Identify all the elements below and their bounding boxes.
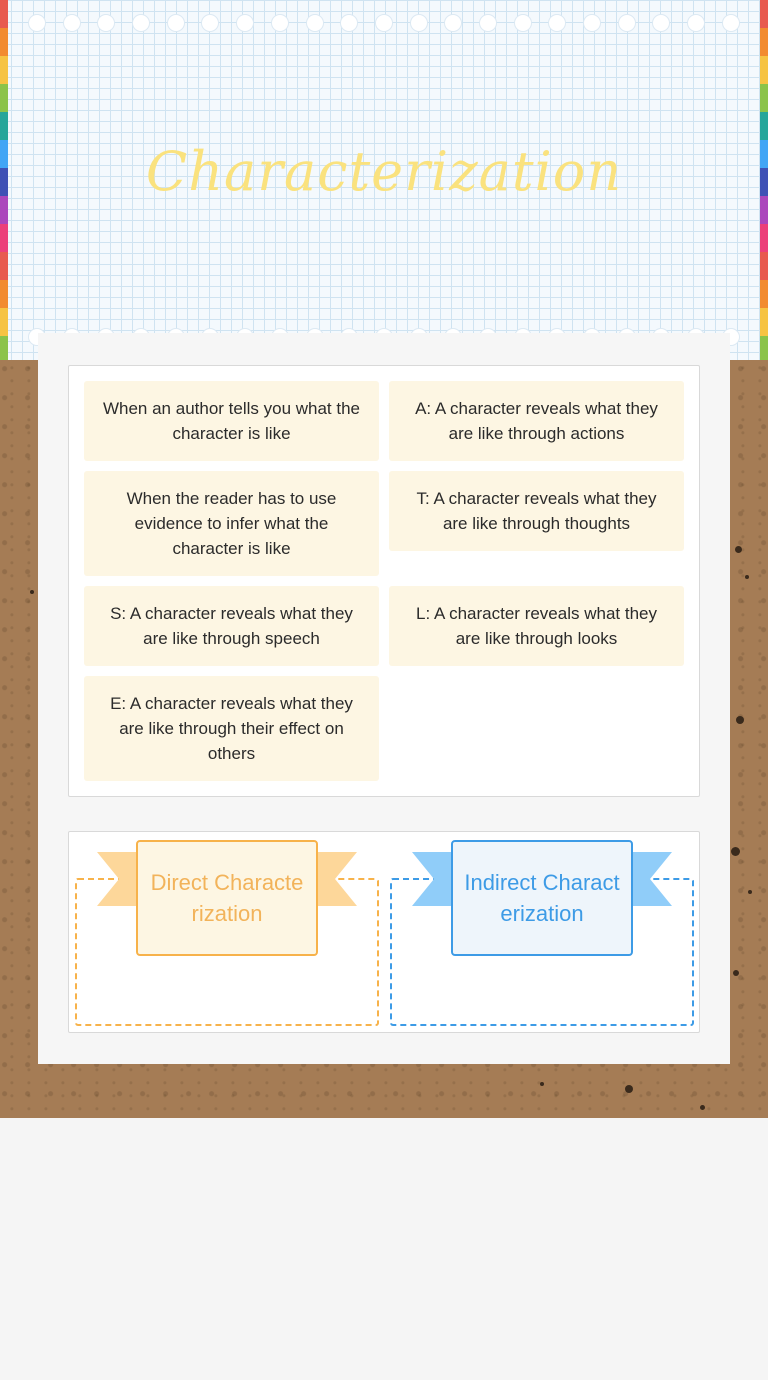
notebook-holes-top — [28, 14, 740, 34]
page-title: Characterization — [145, 140, 623, 203]
draggable-card[interactable]: S: A character reveals what they are like through speech — [84, 586, 379, 666]
header-graph-paper — [0, 0, 768, 360]
draggable-card[interactable]: L: A character reveals what they are like through looks — [389, 586, 684, 666]
card-bank — [68, 365, 700, 797]
draggable-card[interactable]: When the reader has to use evidence to infer what the character is like — [84, 471, 379, 576]
draggable-card[interactable]: T: A character reveals what they are like through thoughts — [389, 471, 684, 551]
category-label-direct: Direct Characterization — [136, 840, 318, 956]
draggable-card[interactable]: A: A character reveals what they are like through actions — [389, 381, 684, 461]
category-label-indirect: Indirect Characterization — [451, 840, 633, 956]
worksheet — [38, 333, 730, 1064]
draggable-card[interactable]: When an author tells you what the character is like — [84, 381, 379, 461]
draggable-card[interactable]: E: A character reveals what they are like through their effect on others — [84, 676, 379, 781]
sorting-area — [68, 831, 700, 1033]
